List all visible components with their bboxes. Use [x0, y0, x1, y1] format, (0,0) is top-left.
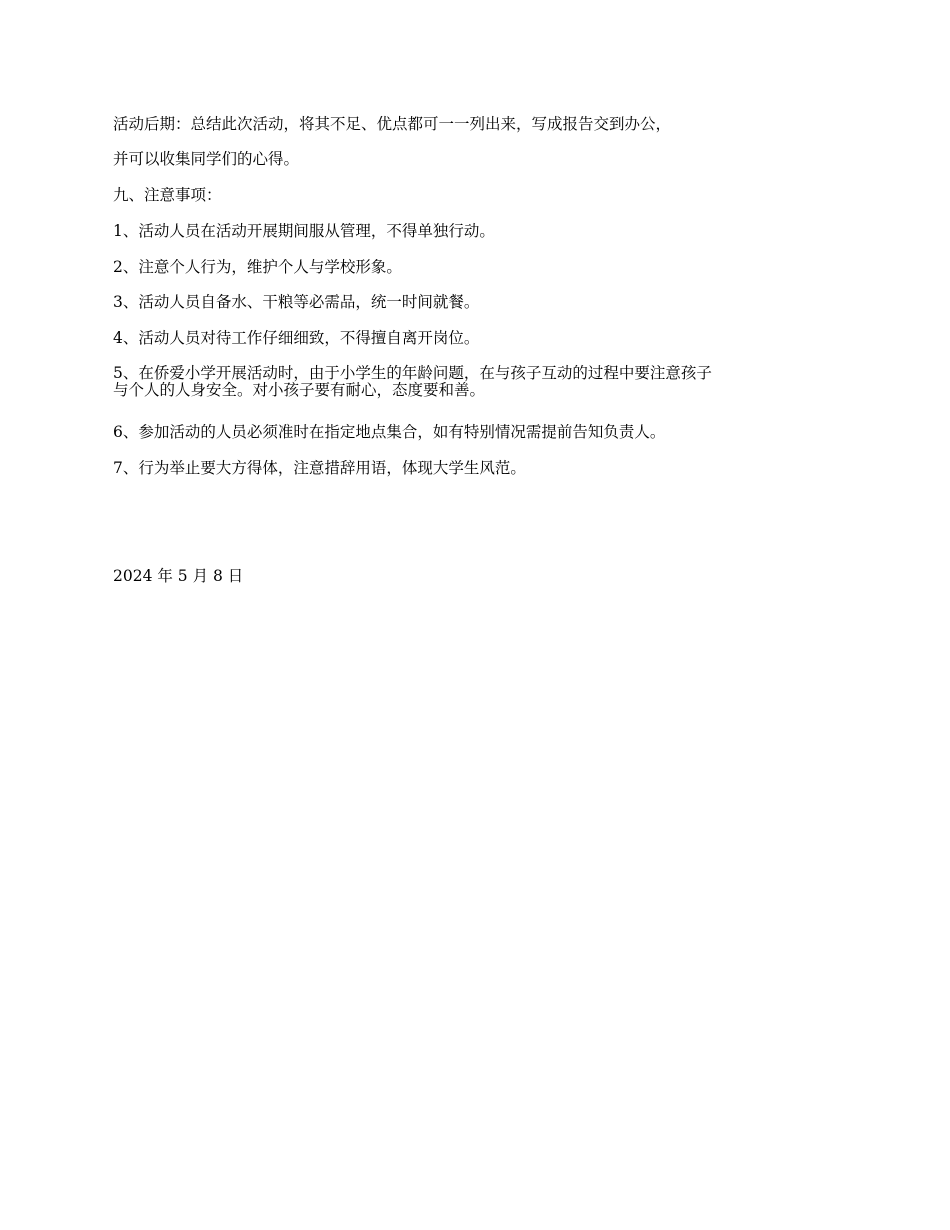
- paragraph-collect-experiences: 并可以收集同学们的心得。: [113, 150, 300, 168]
- note-item-4: 4、活动人员对待工作仔细细致，不得擅自离开岗位。: [113, 329, 480, 347]
- paragraph-activity-later-stage: 活动后期：总结此次活动，将其不足、优点都可一一列出来，写成报告交到办公，: [113, 115, 672, 133]
- note-item-6: 6、参加活动的人员必须准时在指定地点集合，如有特别情况需提前告知负责人。: [113, 423, 666, 441]
- note-item-1: 1、活动人员在活动开展期间服从管理，不得单独行动。: [113, 222, 495, 240]
- note-item-7: 7、行为举止要大方得体，注意措辞用语，体现大学生风范。: [113, 459, 526, 477]
- document-date: 2024 年 5 月 8 日: [113, 567, 244, 585]
- note-item-5: [113, 365, 843, 399]
- note-item-5-line-1: 5、在侨爱小学开展活动时，由于小学生的年龄问题，在与孩子互动的过程中要注意孩子: [113, 364, 712, 382]
- note-item-2: 2、注意个人行为，维护个人与学校形象。: [113, 258, 402, 276]
- note-item-3: 3、活动人员自备水、干粮等必需品，统一时间就餐。: [113, 293, 480, 311]
- note-item-5-line-2: 与个人的人身安全。对小孩子要有耐心，态度要和善。: [113, 381, 486, 399]
- section-heading-notes: 九、注意事项：: [113, 186, 222, 204]
